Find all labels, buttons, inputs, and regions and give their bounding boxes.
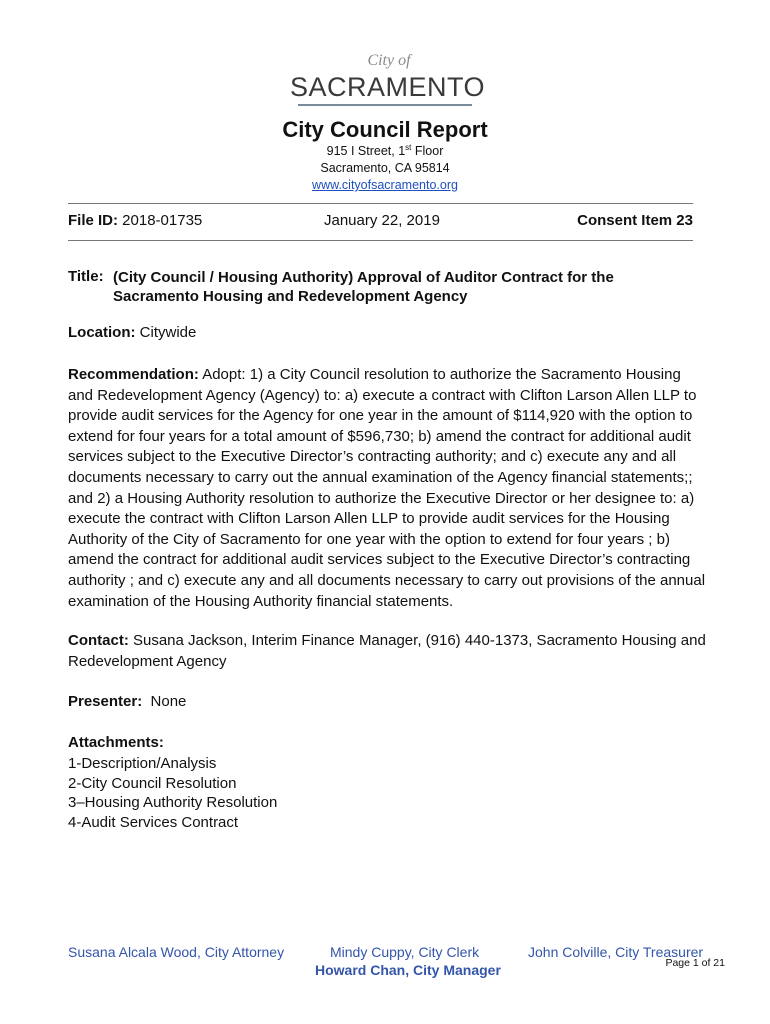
- contact: Contact: Susana Jackson, Interim Finance Manager, (916) 440-1373, Sacramento Housing and Redevelopment Agency: [68, 632, 706, 670]
- logo-underline: [298, 104, 472, 106]
- attachments-list: [68, 754, 277, 832]
- attachments-heading: Attachments:: [68, 734, 164, 751]
- footer-city-attorney: Susana Alcala Wood, City Attorney: [68, 944, 285, 960]
- consent-item: Consent Item 23: [577, 212, 693, 229]
- title-label: Title:: [68, 268, 104, 285]
- website-link[interactable]: www.cityofsacramento.org: [312, 178, 458, 192]
- presenter: Presenter: None: [68, 693, 187, 710]
- footer-city-manager: Howard Chan, City Manager: [315, 962, 501, 978]
- location: Location: Citywide: [68, 324, 197, 341]
- attachment-item: 3–Housing Authority Resolution: [68, 794, 278, 811]
- attachment-item: 4-Audit Services Contract: [68, 813, 239, 831]
- file-id: File ID: 2018-01735: [68, 212, 203, 229]
- title-text: (City Council / Housing Authority) Approval of Auditor Contract for the Sacramento Housing and Redevelopment Agency: [113, 269, 614, 305]
- address-line-2: Sacramento, CA 95814: [320, 161, 450, 175]
- footer-city-clerk: Mindy Cuppy, City Clerk: [330, 944, 480, 960]
- report-date: January 22, 2019: [324, 212, 440, 229]
- attachment-item: 2-City Council Resolution: [68, 774, 237, 792]
- logo-city-of: City of: [367, 52, 411, 69]
- page-number: Page 1 of 21: [665, 957, 725, 969]
- header-divider-top: [68, 203, 693, 204]
- report-title: City Council Report: [282, 117, 488, 142]
- attachment-item: 1-Description/Analysis: [68, 755, 217, 772]
- logo-sacramento: SACRAMENTO: [290, 72, 486, 102]
- footer-city-treasurer: John Colville, City Treasurer: [528, 944, 704, 960]
- address-line-1: 915 I Street, 1st Floor: [326, 143, 444, 159]
- header-divider-bottom: [68, 240, 693, 241]
- city-logo: [290, 52, 486, 108]
- recommendation: Recommendation: Adopt: 1) a City Council resolution to authorize the Sacramento Housing and Redevelopment Agency (Agency) to: a) execute a contract with Clifton Larson Allen LLP to provide audit services for the Agency for one year in the amount of $114,920 with the option to extend for four years for a total amount of $596,730; b) amend the contract for additional audit services subject to the Executive Director’s contracting authority; and c) execute any and all documents necessary to carry out the annual examination of the Agency financial statements;; and 2) a Housing Authority resolution to authorize the Executive Director or her designee to: a) execute the contract with Clifton Larson Allen LLP to provide audit services for the Housing Authority of the City of Sacramento for one year with the option to extend for four years ; b) amend the contract for additional audit services subject to the Executive Director’s contracting authority ; and c) execute any and all documents necessary to carry out provisions of the annual examination of the Housing Authority financial statements.: [68, 366, 706, 610]
